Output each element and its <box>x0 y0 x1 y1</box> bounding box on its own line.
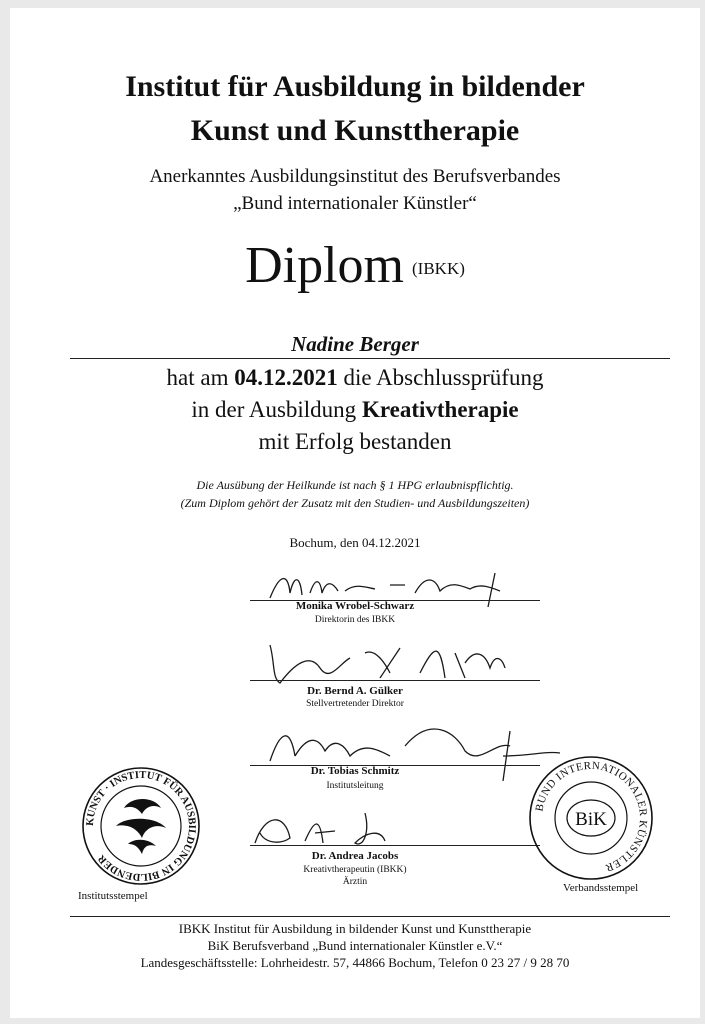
footer-divider <box>70 916 670 917</box>
signature-3-role: Institutsleitung <box>326 781 384 791</box>
supplement-note: (Zum Diplom gehört der Zusatz mit den Studien- und Ausbildungszeiten) <box>180 496 530 510</box>
subtitle-line1: Anerkanntes Ausbildungsinstitut des Berufsverbandes <box>149 166 561 187</box>
association-stamp-center: BiK <box>575 809 607 830</box>
signature-2-line <box>250 680 540 681</box>
signature-4-role2: Ärztin <box>342 877 368 887</box>
training-line-start: in der Ausbildung <box>191 397 362 422</box>
institute-title-line2: Kunst und Kunsttherapie <box>190 114 520 147</box>
name-divider <box>70 358 670 359</box>
footer-line2: BiK Berufsverband „Bund internationaler Künstler e.V.“ <box>207 938 503 953</box>
signature-3-name: Dr. Tobias Schmitz <box>310 765 400 777</box>
exam-line-end: die Abschlussprüfung <box>337 365 544 390</box>
exam-line-start: hat am <box>166 365 235 390</box>
training-line <box>10 397 700 423</box>
association-stamp-label: Verbandsstempel <box>563 882 639 894</box>
signature-4-line <box>250 845 540 846</box>
signature-2-role: Stellvertretender Direktor <box>306 699 404 709</box>
subtitle-line2: „Bund internationaler Künstler“ <box>233 193 477 214</box>
institute-stamp-ring-text: KUNST · INSTITUT FÜR AUSBILDUNG IN BILDENDER <box>84 769 198 883</box>
signature-1-name: Monika Wrobel-Schwarz <box>295 600 415 612</box>
institute-stamp-label: Institutsstempel <box>78 890 148 902</box>
signature-1-role: Direktorin des IBKK <box>314 615 396 625</box>
exam-date: 04.12.2021 <box>234 365 338 390</box>
footer-line1: IBKK Institut für Ausbildung in bildender Kunst und Kunsttherapie <box>178 921 532 936</box>
legal-note: Die Ausübung der Heilkunde ist nach § 1 HPG erlaubnispflichtig. <box>196 478 514 492</box>
signature-4-name: Dr. Andrea Jacobs <box>311 850 399 862</box>
place-date: Bochum, den 04.12.2021 <box>289 535 421 550</box>
recipient-name: Nadine Berger <box>291 332 419 356</box>
signature-2-name: Dr. Bernd A. Gülker <box>307 685 403 697</box>
association-stamp-ring-text: BUND INTERNATIONALER KÜNSTLER <box>533 759 650 874</box>
institute-stamp <box>76 766 206 886</box>
diploma-page <box>10 8 700 1018</box>
association-stamp <box>526 753 656 883</box>
training-subject: Kreativtherapie <box>361 397 519 422</box>
signature-2-scribble <box>250 633 510 693</box>
footer-line3: Landesgeschäftsstelle: Lohrheidestr. 57, 44866 Bochum, Telefon 0 23 27 / 9 28 70 <box>140 955 570 970</box>
signature-4-role: Kreativtherapeutin (IBKK) <box>303 865 407 875</box>
exam-line <box>10 365 700 391</box>
diploma-abbr: (IBKK) <box>412 259 465 278</box>
institute-title-line1: Institut für Ausbildung in bildender <box>125 70 585 103</box>
success-line: mit Erfolg bestanden <box>258 429 452 454</box>
diploma-title: Diplom <box>245 237 404 294</box>
diploma-heading <box>10 236 700 295</box>
